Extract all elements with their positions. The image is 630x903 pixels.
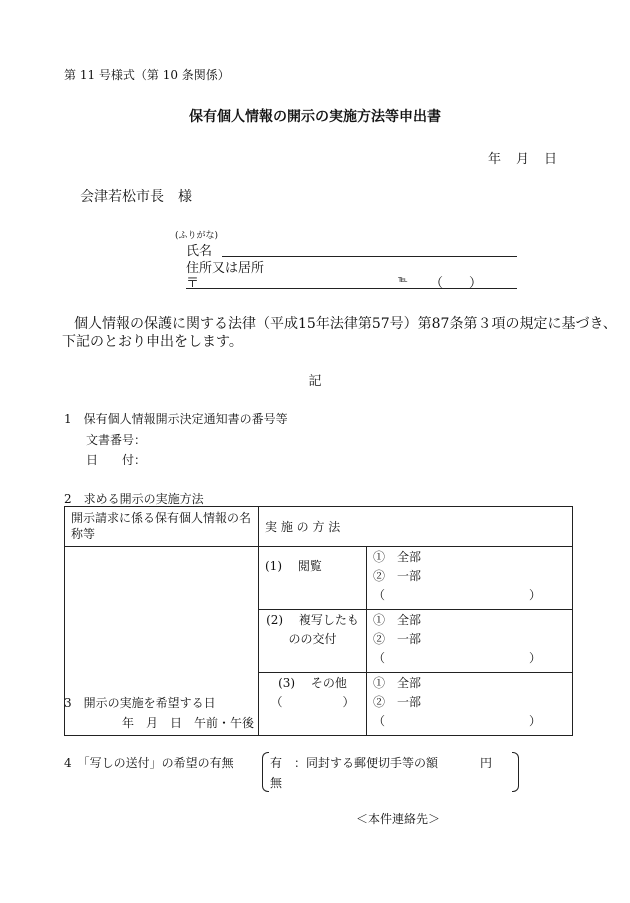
method-label-cell: (1) 閲覧 xyxy=(259,547,367,610)
tel-label: ℡ xyxy=(398,275,408,285)
tel-paren: （ ） xyxy=(430,276,483,291)
body-text-line1: 個人情報の保護に関する法律（平成15年法律第57号）第87条第３項の規定に基づき、 xyxy=(74,316,617,332)
section1-heading: 1 保有個人情報開示決定通知書の番号等 xyxy=(64,412,288,426)
option-partial[interactable]: ② 一部（ ） xyxy=(373,632,542,665)
option-all[interactable]: ① 全部 xyxy=(373,676,422,690)
address-field-line[interactable] xyxy=(186,288,517,289)
method-options-cell[interactable] xyxy=(367,673,573,736)
page-title: 保有個人情報の開示の実施方法等申出書 xyxy=(189,109,441,125)
preferred-date-time[interactable]: 年 月 日 午前・午後 xyxy=(122,716,255,730)
furigana-label: (ふりがな) xyxy=(175,231,219,241)
address-label: 住所又は居所 xyxy=(186,261,265,276)
section2-heading: 2 求める開示の実施方法 xyxy=(64,492,204,506)
right-bracket xyxy=(512,752,519,792)
option-partial[interactable]: ② 一部（ ） xyxy=(373,695,542,728)
header-method: 実 施 の 方 法 xyxy=(259,507,573,547)
name-field-line[interactable] xyxy=(222,256,517,257)
method-options-cell[interactable] xyxy=(367,610,573,673)
yen-label: 円 xyxy=(480,756,493,770)
section3-heading: 3 開示の実施を希望する日 xyxy=(64,696,216,710)
addressee: 会津若松市長 様 xyxy=(80,189,192,205)
header-info-name: 開示請求に係る保有個人情報の名称等 xyxy=(65,507,259,547)
ki-heading: 記 xyxy=(308,374,322,389)
section4-heading: 4 「写しの送付」の希望の有無 xyxy=(64,756,234,770)
notice-date-label: 日 付： xyxy=(86,453,147,467)
method-label-cell: (3) その他 （ ） xyxy=(259,673,367,736)
option-all[interactable]: ① 全部 xyxy=(373,550,422,564)
date-line: 年 月 日 xyxy=(488,152,559,167)
form-number: 第 11 号様式（第 10 条関係） xyxy=(64,68,230,82)
option-partial[interactable]: ② 一部（ ） xyxy=(373,569,542,602)
doc-number-label: 文書番号： xyxy=(86,433,147,447)
option-all[interactable]: ① 全部 xyxy=(373,613,422,627)
name-label: 氏名 xyxy=(186,244,213,259)
table-header-row xyxy=(65,507,573,547)
left-bracket xyxy=(262,752,269,792)
body-text-line2: 下記のとおり申出をします。 xyxy=(62,334,243,350)
method-label-cell: (2) 複写したも のの交付 xyxy=(259,610,367,673)
postal-mark: 〒 xyxy=(186,276,200,291)
mail-copy-yes[interactable]: 有 ：同封する郵便切手等の額 xyxy=(270,756,439,770)
method-options-cell[interactable] xyxy=(367,547,573,610)
contact-heading: ＜本件連絡先＞ xyxy=(356,812,441,826)
mail-copy-no[interactable]: 無 xyxy=(270,776,283,790)
method-row-view xyxy=(65,547,573,610)
